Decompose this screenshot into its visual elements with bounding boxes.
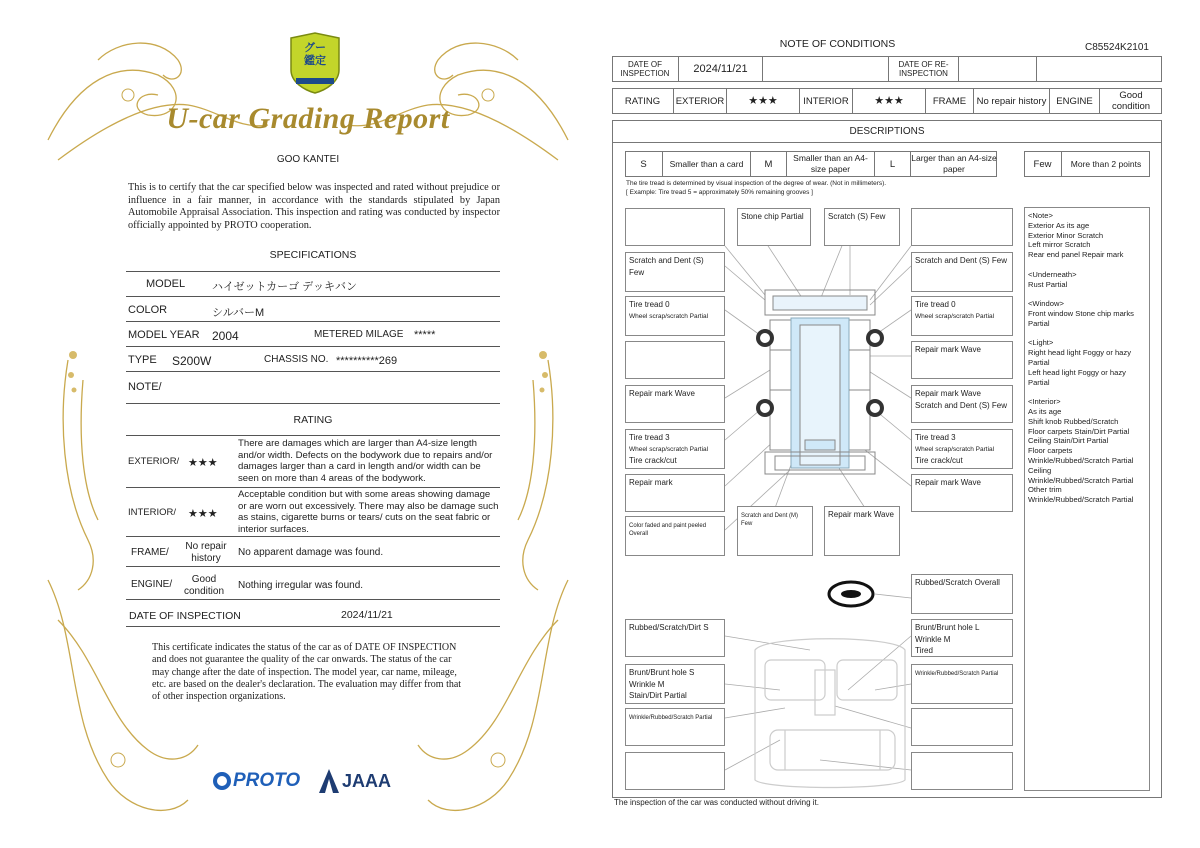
engine-value: Good condition	[1111, 90, 1151, 112]
specifications-heading: SPECIFICATIONS	[269, 249, 357, 261]
report-code: C85524K2101	[1085, 42, 1149, 53]
exterior-label: EXTERIOR	[674, 88, 727, 114]
report-title: U-car Grading Report	[166, 102, 450, 135]
exterior-label: EXTERIOR/	[128, 456, 180, 467]
chassis-label: CHASSIS NO.	[264, 354, 329, 365]
damage-box	[625, 619, 725, 657]
tire-note-1: The tire tread is determined by visual inspection of the degree of wear. (Not in millimeters).	[626, 180, 887, 187]
interior-description: Acceptable condition but with some areas showing damage or are worn out excessively. There may also be damage such as stains, cigarette burns or tears/ cuts on the seat fabric or interior surfaces.	[238, 489, 499, 535]
certificate-footer: This certificate indicates the status of the car as of DATE OF INSPECTION and does not guarantee the quality of the car onwards. The status of the car may change after the date of inspection. The model year, car name, mileage, etc. are based on the dealer's declaration. The evaluation may differ from that of other inspection organizations.	[152, 642, 462, 703]
color-value: シルバーM	[212, 307, 265, 319]
damage-note: Wrinkle/Rubbed/Scratch Partial	[915, 671, 999, 677]
damage-box	[625, 429, 725, 469]
damage-note: Scratch and Dent (S) Few	[629, 256, 704, 277]
divider	[126, 346, 500, 347]
engine-description: Nothing irregular was found.	[238, 580, 364, 591]
damage-note: Wheel scrap/scratch Partial	[629, 312, 709, 320]
divider	[126, 536, 500, 537]
grading-certificate	[38, 20, 578, 830]
damage-box	[625, 516, 725, 556]
legend-m: M	[751, 151, 787, 177]
damage-box	[824, 506, 900, 556]
engine-label: ENGINE/	[131, 579, 173, 590]
date-inspection-label: DATE OF INSPECTION	[612, 56, 679, 82]
damage-note: Scratch and Dent (M) Few	[741, 513, 799, 527]
damage-note: Repair mark Wave	[915, 345, 981, 354]
frame-value: No repair history	[974, 88, 1050, 114]
damage-box	[911, 252, 1013, 292]
model-value: ハイゼットカーゴ デッキバン	[212, 281, 357, 293]
exterior-stars: ★★★	[188, 457, 218, 469]
divider	[126, 371, 500, 372]
damage-box	[911, 208, 1013, 246]
damage-note: Repair mark Wave	[915, 478, 981, 487]
frame-value: No repair history	[185, 541, 227, 564]
exterior-description: There are damages which are larger than A4-size length and/or width. Defects on the bodywork due to repairs and/or damages larger than a card in length and/or width can be seen on more than 4 areas of the bodywork.	[238, 438, 493, 484]
legend-few: Few	[1024, 151, 1062, 177]
damage-note: Wrinkle M	[915, 634, 951, 644]
damage-note: Repair mark Wave	[828, 510, 894, 519]
damage-box	[911, 574, 1013, 614]
damage-note: Wheel scrap/scratch Partial	[915, 312, 995, 320]
damage-note: Tire tread 0	[629, 300, 670, 309]
noc-footer: The inspection of the car was conducted without driving it.	[614, 798, 819, 807]
damage-note: Tire tread 3	[629, 433, 670, 442]
date-reinspection-label: DATE OF RE-INSPECTION	[889, 56, 959, 82]
chassis-value: **********269	[336, 355, 398, 367]
damage-box	[911, 341, 1013, 379]
damage-note: Scratch and Dent (S) Few	[915, 256, 1008, 265]
frame-description: No apparent damage was found.	[238, 547, 384, 558]
damage-note: Wheel scrap/scratch Partial	[915, 445, 995, 453]
divider	[126, 566, 500, 567]
model-label: MODEL	[146, 278, 186, 290]
metered-milage-label: METERED MILAGE	[314, 329, 404, 340]
type-value: S200W	[172, 354, 212, 368]
damage-box	[625, 296, 725, 336]
engine-value: Good condition	[183, 574, 225, 597]
damage-box	[737, 506, 813, 556]
interior-stars: ★★★	[853, 88, 926, 114]
damage-note: Tired	[915, 646, 933, 655]
damage-box	[625, 385, 725, 423]
goo-kantei-badge	[288, 32, 342, 94]
tire-note-2: [ Example: Tire tread 5 = approximately 50% remaining grooves ]	[626, 189, 813, 196]
damage-note: Repair mark	[629, 478, 673, 487]
damage-box	[911, 429, 1013, 469]
note-label: NOTE/	[128, 381, 162, 393]
proto-logo-text: PROTO	[233, 770, 301, 791]
date-of-inspection-value: 2024/11/21	[341, 609, 393, 621]
damage-box	[737, 208, 811, 246]
type-label: TYPE	[128, 354, 157, 366]
interior-label: INTERIOR/	[128, 507, 177, 518]
frame-label: FRAME	[926, 88, 974, 114]
interior-stars: ★★★	[188, 508, 218, 520]
damage-box	[625, 708, 725, 746]
damage-note: Tire crack/cut	[915, 456, 963, 465]
damage-note: Color faded and paint peeled Overall	[629, 523, 707, 537]
date-of-inspection-label: DATE OF INSPECTION	[129, 610, 241, 622]
damage-note: Tire tread 3	[915, 433, 956, 442]
divider	[126, 487, 500, 488]
damage-box	[911, 752, 1013, 790]
damage-note: Scratch (S) Few	[828, 212, 886, 221]
divider	[126, 321, 500, 322]
divider	[126, 599, 500, 600]
divider	[126, 271, 500, 272]
legend-s-desc: Smaller than a card	[663, 151, 751, 177]
engine-label: ENGINE	[1050, 88, 1100, 114]
legend-m-desc: Smaller than an A4-size paper	[787, 151, 875, 177]
model-year-value: 2004	[212, 329, 239, 343]
jaaa-logo-text: JAAA	[342, 770, 392, 791]
damage-note: Wrinkle/Rubbed/Scratch Partial	[629, 715, 713, 721]
damage-note: Repair mark Wave	[915, 389, 981, 398]
descriptions-heading: DESCRIPTIONS	[612, 120, 1162, 143]
damage-box	[625, 208, 725, 246]
damage-box	[911, 708, 1013, 746]
damage-note: Stain/Dirt Partial	[629, 691, 687, 700]
damage-box	[911, 296, 1013, 336]
damage-note: Brunt/Brunt hole S	[629, 668, 695, 677]
metered-milage-value: *****	[414, 329, 436, 341]
steering-wheel-icon	[829, 582, 873, 606]
jaaa-logo-icon	[319, 769, 339, 793]
divider	[126, 403, 500, 404]
rating-heading: RATING	[293, 414, 333, 426]
badge-text: グー 鑑定	[304, 42, 326, 67]
damage-note: Tire crack/cut	[629, 456, 677, 465]
damage-box	[625, 474, 725, 512]
legend-s: S	[625, 151, 663, 177]
proto-logo	[213, 768, 300, 794]
notes-panel: <Note> Exterior As its age Exterior Minor Scratch Left mirror Scratch Rear end panel Repair mark <Underneath> Rust Partial <Window> Front window Stone chip marks Partial <Light> Right head light Foggy or hazy Partial Left head light Foggy or hazy Partial <Interior> As its age Shift knob Rubbed/Scratch Floor carpets Stain/Dirt Partial Ceiling Stain/Dirt Partial Floor carpets Wrinkle/Rubbed/Scratch Partial Ceiling Wrinkle/Rubbed/Scratch Partial Other trim Wrinkle/Rubbed/Scratch Partial	[1024, 207, 1150, 791]
legend-few-desc: More than 2 points	[1070, 158, 1142, 169]
exterior-stars: ★★★	[727, 88, 800, 114]
proto-logo-icon	[213, 772, 231, 790]
note-of-conditions	[605, 0, 1180, 848]
noc-title: NOTE OF CONDITIONS	[779, 38, 896, 50]
damage-box	[824, 208, 900, 246]
damage-box	[911, 385, 1013, 423]
legend-l-desc: Larger than an A4-size paper	[911, 153, 997, 174]
rating-label: RATING	[612, 88, 674, 114]
damage-note: Rubbed/Scratch Overall	[915, 578, 1000, 587]
jaaa-logo	[319, 768, 391, 794]
damage-note: Rubbed/Scratch/Dirt S	[629, 623, 709, 632]
damage-box	[625, 252, 725, 292]
damage-note: Brunt/Brunt hole L	[915, 623, 980, 632]
damage-box	[911, 474, 1013, 512]
damage-box	[625, 341, 725, 379]
damage-note: Wheel scrap/scratch Partial	[629, 445, 709, 453]
color-label: COLOR	[128, 304, 168, 316]
damage-note: Scratch and Dent (S) Few	[915, 400, 1008, 410]
damage-box	[625, 752, 725, 790]
damage-box	[911, 619, 1013, 657]
report-subtitle: GOO KANTEI	[276, 154, 340, 165]
damage-box	[625, 664, 725, 704]
model-year-label: MODEL YEAR	[128, 329, 200, 341]
divider	[126, 296, 500, 297]
damage-note: Repair mark Wave	[629, 389, 695, 398]
divider	[126, 435, 500, 436]
damage-box	[911, 664, 1013, 704]
certification-intro: This is to certify that the car specified below was inspected and rated without prejudice or influence in a fair manner, in accordance with the standards stipulated by Japan Automobile Appraisal Association. This inspection and rating was conducted by inspector officially appointed by PROTO cooperation.	[128, 182, 500, 231]
legend-l: L	[875, 151, 911, 177]
divider	[126, 626, 500, 627]
interior-label: INTERIOR	[800, 88, 853, 114]
damage-note: Stone chip Partial	[741, 212, 804, 221]
damage-note: Tire tread 0	[915, 300, 956, 309]
frame-label: FRAME/	[131, 547, 169, 558]
damage-note: Wrinkle M	[629, 679, 665, 689]
date-inspection-value: 2024/11/21	[679, 56, 763, 82]
